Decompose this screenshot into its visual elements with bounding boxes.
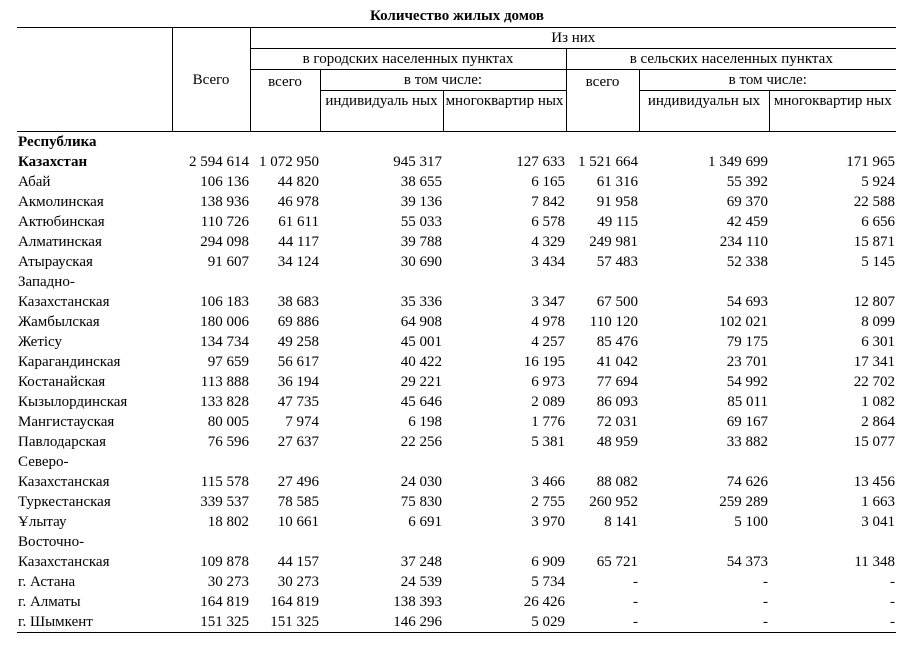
table-row bbox=[17, 172, 896, 192]
value-cell: 30 273 bbox=[207, 574, 249, 590]
value-cell: 38 683 bbox=[277, 294, 319, 310]
value-cell: 259 289 bbox=[719, 494, 768, 510]
value-cell: 249 981 bbox=[589, 234, 638, 250]
empty-cell bbox=[172, 132, 250, 153]
value-cell: 41 042 bbox=[596, 354, 638, 370]
value-cell: 69 167 bbox=[726, 414, 768, 430]
empty-cell bbox=[250, 132, 320, 153]
value-cell: 54 992 bbox=[726, 374, 768, 390]
empty-cell bbox=[250, 452, 320, 472]
urban-individual-header: индивидуаль ных bbox=[320, 91, 443, 132]
value-cell: 106 183 bbox=[200, 294, 249, 310]
value-cell: 78 585 bbox=[277, 494, 319, 510]
region-name: Актюбинская bbox=[18, 214, 105, 230]
value-cell: - bbox=[566, 612, 639, 633]
value-cell: 97 659 bbox=[207, 354, 249, 370]
value-cell: - bbox=[763, 594, 768, 610]
empty-cell bbox=[250, 272, 320, 292]
value-cell: 106 136 bbox=[200, 174, 249, 190]
value-cell: 4 257 bbox=[531, 334, 565, 350]
value-cell: 85 476 bbox=[596, 334, 638, 350]
empty-cell bbox=[639, 132, 769, 153]
table-row bbox=[17, 432, 896, 452]
region-name: Казахстанская bbox=[18, 294, 110, 310]
value-cell: 6 656 bbox=[861, 214, 896, 230]
table-row bbox=[17, 552, 896, 572]
value-cell: 44 157 bbox=[277, 554, 319, 570]
value-cell: 67 500 bbox=[596, 294, 638, 310]
value-cell: 61 316 bbox=[596, 174, 638, 190]
empty-cell bbox=[769, 132, 896, 153]
value-cell: 2 089 bbox=[531, 394, 565, 410]
value-cell: 3 041 bbox=[861, 514, 896, 530]
urban-multi-header: многоквартир ных bbox=[443, 91, 566, 132]
region-name: Карагандинская bbox=[18, 354, 121, 370]
table-row bbox=[17, 192, 896, 212]
table-row bbox=[17, 572, 896, 592]
of-them-header: Из них bbox=[250, 28, 896, 49]
region-name: Кызылординская bbox=[18, 394, 128, 410]
region-name: Туркестанская bbox=[18, 494, 111, 510]
value-cell: 24 030 bbox=[400, 474, 442, 490]
value-cell: 15 871 bbox=[853, 234, 896, 250]
value-cell: 2 755 bbox=[531, 494, 565, 510]
empty-cell bbox=[443, 532, 566, 552]
table-row-label-line bbox=[17, 272, 896, 292]
value-cell: 134 734 bbox=[200, 334, 249, 350]
value-cell: 27 637 bbox=[277, 434, 319, 450]
empty-cell bbox=[566, 272, 639, 292]
value-cell: 56 617 bbox=[277, 354, 319, 370]
value-cell: 3 466 bbox=[531, 474, 565, 490]
table-row-label-line bbox=[17, 452, 896, 472]
total-header: Всего bbox=[172, 28, 250, 132]
value-cell: 65 721 bbox=[596, 554, 638, 570]
rural-individual-header: индивидуальн ых bbox=[639, 91, 769, 132]
value-cell: 42 459 bbox=[726, 214, 768, 230]
value-cell: 30 690 bbox=[400, 254, 442, 270]
value-cell: 22 702 bbox=[853, 374, 896, 390]
value-cell: 102 021 bbox=[719, 314, 768, 330]
value-cell: 151 325 bbox=[250, 612, 320, 633]
value-cell: 52 338 bbox=[726, 254, 768, 270]
region-name: Павлодарская bbox=[18, 434, 106, 450]
value-cell: 4 329 bbox=[531, 234, 565, 250]
value-cell: 13 456 bbox=[853, 474, 896, 490]
value-cell: 7 842 bbox=[531, 194, 565, 210]
value-cell: 72 031 bbox=[596, 414, 638, 430]
region-name-line1: Восточно- bbox=[18, 534, 85, 550]
value-cell: 49 258 bbox=[277, 334, 319, 350]
value-cell: 113 888 bbox=[200, 374, 249, 390]
value-cell: 54 373 bbox=[726, 554, 768, 570]
value-cell: 17 341 bbox=[853, 354, 896, 370]
value-cell: 110 120 bbox=[589, 314, 638, 330]
value-cell: 86 093 bbox=[596, 394, 638, 410]
table-row bbox=[17, 492, 896, 512]
region-name: Жамбылская bbox=[18, 314, 100, 330]
region-name: г. Алматы bbox=[18, 594, 81, 610]
region-name: Костанайская bbox=[18, 374, 106, 390]
value-cell: 16 195 bbox=[523, 354, 565, 370]
table-row bbox=[17, 372, 896, 392]
value-cell: 1 082 bbox=[861, 394, 896, 410]
region-name: Казахстан bbox=[18, 154, 88, 170]
region-name: Акмолинская bbox=[18, 194, 104, 210]
value-cell: 75 830 bbox=[400, 494, 442, 510]
table-header bbox=[17, 28, 896, 132]
region-name: г. Астана bbox=[18, 574, 76, 590]
rural-all-header: всего bbox=[566, 70, 639, 132]
empty-cell bbox=[320, 132, 443, 153]
value-cell: 24 539 bbox=[400, 574, 442, 590]
table-row bbox=[17, 392, 896, 412]
value-cell: 6 165 bbox=[531, 174, 565, 190]
region-name: г. Шымкент bbox=[17, 612, 172, 633]
value-cell: - bbox=[633, 594, 638, 610]
value-cell: 110 726 bbox=[200, 214, 249, 230]
value-cell: 5 924 bbox=[861, 174, 896, 190]
empty-cell bbox=[566, 132, 639, 153]
region-name: Казахстанская bbox=[18, 554, 110, 570]
value-cell: 79 175 bbox=[726, 334, 768, 350]
empty-cell bbox=[639, 532, 769, 552]
value-cell: 8 141 bbox=[604, 514, 638, 530]
table-row bbox=[17, 252, 896, 272]
empty-cell bbox=[443, 452, 566, 472]
value-cell: - bbox=[890, 594, 896, 610]
value-cell: 91 958 bbox=[596, 194, 638, 210]
value-cell: 61 611 bbox=[278, 214, 319, 230]
value-cell: 23 701 bbox=[726, 354, 768, 370]
value-cell: 48 959 bbox=[596, 434, 638, 450]
value-cell: 11 348 bbox=[854, 554, 896, 570]
region-name-line1: Республика bbox=[18, 134, 97, 150]
value-cell: 44 117 bbox=[278, 234, 319, 250]
value-cell: 34 124 bbox=[277, 254, 319, 270]
value-cell: 7 974 bbox=[285, 414, 319, 430]
value-cell: 91 607 bbox=[207, 254, 249, 270]
table-row bbox=[17, 592, 896, 612]
value-cell: 54 693 bbox=[726, 294, 768, 310]
value-cell: 55 392 bbox=[726, 174, 768, 190]
value-cell: 69 370 bbox=[726, 194, 768, 210]
value-cell: 10 661 bbox=[277, 514, 319, 530]
value-cell: 15 077 bbox=[853, 434, 896, 450]
empty-cell bbox=[172, 272, 250, 292]
empty-cell bbox=[320, 532, 443, 552]
empty-cell bbox=[769, 452, 896, 472]
value-cell: 1 776 bbox=[531, 414, 565, 430]
value-cell: 40 422 bbox=[400, 354, 442, 370]
value-cell: 77 694 bbox=[596, 374, 638, 390]
region-name: Атырауская bbox=[18, 254, 93, 270]
value-cell: 37 248 bbox=[400, 554, 442, 570]
value-cell: 76 596 bbox=[207, 434, 249, 450]
table-row bbox=[17, 412, 896, 432]
table-row bbox=[17, 612, 896, 633]
value-cell: 55 033 bbox=[400, 214, 442, 230]
urban-including-header: в том числе: bbox=[320, 70, 566, 91]
value-cell: 49 115 bbox=[597, 214, 638, 230]
value-cell: 5 100 bbox=[734, 514, 768, 530]
value-cell: 339 537 bbox=[200, 494, 249, 510]
value-cell: 57 483 bbox=[596, 254, 638, 270]
region-name-line1: Западно- bbox=[18, 274, 75, 290]
value-cell: 115 578 bbox=[200, 474, 249, 490]
rural-multi-header: многоквартир ных bbox=[769, 91, 896, 132]
empty-cell bbox=[250, 532, 320, 552]
value-cell: 30 273 bbox=[277, 574, 319, 590]
table-body bbox=[17, 132, 896, 633]
empty-cell bbox=[639, 452, 769, 472]
value-cell: 133 828 bbox=[200, 394, 249, 410]
empty-cell bbox=[639, 272, 769, 292]
value-cell: 945 317 bbox=[393, 154, 442, 170]
empty-cell bbox=[320, 272, 443, 292]
empty-cell bbox=[566, 532, 639, 552]
table-row bbox=[17, 332, 896, 352]
value-cell: 46 978 bbox=[277, 194, 319, 210]
value-cell: 127 633 bbox=[516, 154, 565, 170]
value-cell: 29 221 bbox=[400, 374, 442, 390]
value-cell: 180 006 bbox=[200, 314, 249, 330]
value-cell: 234 110 bbox=[719, 234, 768, 250]
table-row bbox=[17, 312, 896, 332]
urban-all-header: всего bbox=[250, 70, 320, 132]
value-cell: 6 909 bbox=[531, 554, 565, 570]
value-cell: 4 978 bbox=[531, 314, 565, 330]
value-cell: - bbox=[890, 574, 896, 590]
empty-cell bbox=[443, 272, 566, 292]
value-cell: 151 325 bbox=[172, 612, 250, 633]
value-cell: 5 381 bbox=[531, 434, 565, 450]
empty-cell bbox=[769, 532, 896, 552]
value-cell: 138 936 bbox=[200, 194, 249, 210]
table-row bbox=[17, 472, 896, 492]
value-cell: 171 965 bbox=[846, 154, 896, 170]
value-cell: 109 878 bbox=[200, 554, 249, 570]
value-cell: 38 655 bbox=[400, 174, 442, 190]
value-cell: - bbox=[633, 574, 638, 590]
value-cell: 44 820 bbox=[277, 174, 319, 190]
region-name: Алматинская bbox=[18, 234, 102, 250]
empty-cell bbox=[320, 452, 443, 472]
value-cell: 88 082 bbox=[596, 474, 638, 490]
value-cell: 6 973 bbox=[531, 374, 565, 390]
value-cell: 47 735 bbox=[277, 394, 319, 410]
value-cell: 164 819 bbox=[200, 594, 249, 610]
value-cell: 3 970 bbox=[531, 514, 565, 530]
value-cell: 26 426 bbox=[523, 594, 565, 610]
value-cell: 2 594 614 bbox=[189, 154, 249, 170]
table-row bbox=[17, 232, 896, 252]
value-cell: 64 908 bbox=[400, 314, 442, 330]
value-cell: 74 626 bbox=[726, 474, 768, 490]
value-cell: 1 521 664 bbox=[578, 154, 638, 170]
value-cell: 1 663 bbox=[861, 494, 896, 510]
value-cell: 33 882 bbox=[726, 434, 768, 450]
value-cell: 6 198 bbox=[408, 414, 442, 430]
empty-cell bbox=[172, 452, 250, 472]
region-header bbox=[17, 28, 172, 132]
value-cell: 1 072 950 bbox=[259, 154, 319, 170]
table-title: Количество жилых домов bbox=[369, 8, 544, 24]
value-cell: 5 029 bbox=[443, 612, 566, 633]
value-cell: 22 588 bbox=[853, 194, 896, 210]
value-cell: - bbox=[769, 612, 896, 633]
rural-header: в сельских населенных пунктах bbox=[566, 49, 896, 70]
housing-table bbox=[17, 27, 896, 633]
table-row bbox=[17, 512, 896, 532]
empty-cell bbox=[443, 132, 566, 153]
value-cell: 3 434 bbox=[531, 254, 565, 270]
value-cell: 6 301 bbox=[861, 334, 896, 350]
value-cell: 5 145 bbox=[861, 254, 896, 270]
value-cell: 6 578 bbox=[531, 214, 565, 230]
table-row bbox=[17, 152, 896, 172]
value-cell: 294 098 bbox=[200, 234, 249, 250]
table-row bbox=[17, 292, 896, 312]
value-cell: 36 194 bbox=[277, 374, 319, 390]
table-row-label-line bbox=[17, 532, 896, 552]
rural-including-header: в том числе: bbox=[639, 70, 896, 91]
value-cell: 27 496 bbox=[277, 474, 319, 490]
value-cell: 5 734 bbox=[531, 574, 565, 590]
value-cell: 3 347 bbox=[531, 294, 565, 310]
table-row bbox=[17, 352, 896, 372]
empty-cell bbox=[172, 532, 250, 552]
value-cell: 22 256 bbox=[400, 434, 442, 450]
value-cell: 35 336 bbox=[400, 294, 442, 310]
region-name: Ұлытау bbox=[18, 514, 67, 530]
value-cell: 6 691 bbox=[408, 514, 442, 530]
value-cell: - bbox=[763, 574, 768, 590]
value-cell: 85 011 bbox=[727, 394, 768, 410]
table-row bbox=[17, 212, 896, 232]
value-cell: 146 296 bbox=[320, 612, 443, 633]
value-cell: 8 099 bbox=[861, 314, 896, 330]
region-name: Казахстанская bbox=[18, 474, 110, 490]
urban-header: в городских населенных пунктах bbox=[250, 49, 566, 70]
value-cell: 12 807 bbox=[853, 294, 896, 310]
value-cell: 45 646 bbox=[400, 394, 442, 410]
region-name: Мангистауская bbox=[18, 414, 115, 430]
value-cell: 18 802 bbox=[207, 514, 249, 530]
region-name-line1: Северо- bbox=[18, 454, 69, 470]
value-cell: - bbox=[639, 612, 769, 633]
value-cell: 1 349 699 bbox=[708, 154, 768, 170]
value-cell: 260 952 bbox=[589, 494, 638, 510]
value-cell: 2 864 bbox=[861, 414, 896, 430]
table-row-label-line bbox=[17, 132, 896, 153]
region-name: Жетісу bbox=[18, 334, 63, 350]
value-cell: 39 136 bbox=[400, 194, 442, 210]
value-cell: 164 819 bbox=[270, 594, 319, 610]
value-cell: 80 005 bbox=[207, 414, 249, 430]
value-cell: 69 886 bbox=[277, 314, 319, 330]
empty-cell bbox=[566, 452, 639, 472]
value-cell: 138 393 bbox=[393, 594, 442, 610]
empty-cell bbox=[769, 272, 896, 292]
value-cell: 45 001 bbox=[400, 334, 442, 350]
region-name: Абай bbox=[18, 174, 51, 190]
value-cell: 39 788 bbox=[400, 234, 442, 250]
